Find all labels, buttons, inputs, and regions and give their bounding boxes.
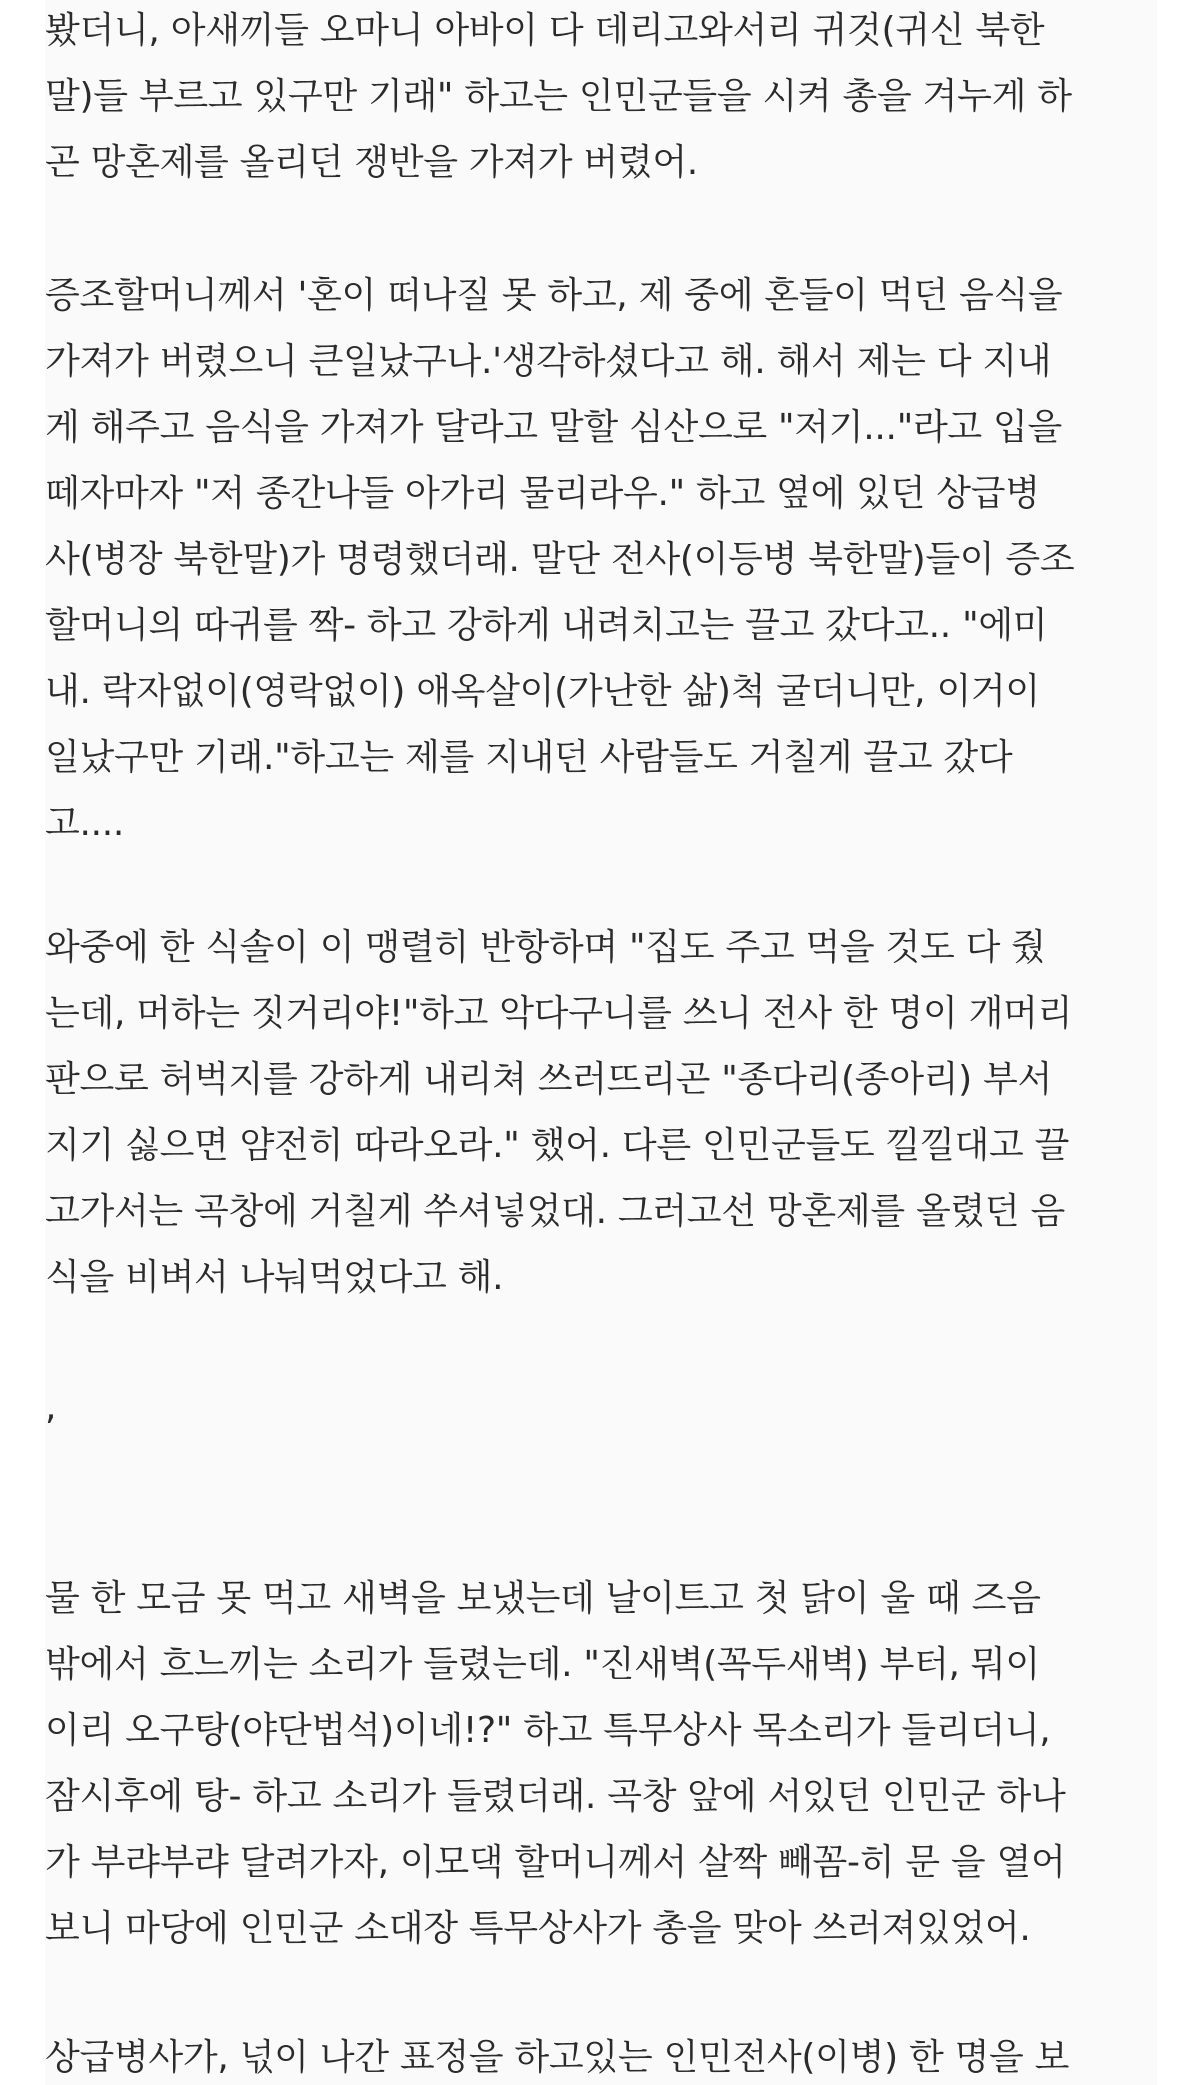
text-line: 지기 싫으면 얌전히 따라오라." 했어. 다른 인민군들도 낄낄대고 끌 bbox=[45, 1125, 1070, 1166]
text-line: 와중에 한 식솔이 이 맹렬히 반항하며 "집도 주고 먹을 것도 다 줬 bbox=[45, 927, 1046, 968]
text-line: 증조할머니께서 '혼이 떠나질 못 하고, 제 중에 혼들이 먹던 음식을 bbox=[45, 275, 1063, 316]
text-line: 봤더니, 아새끼들 오마니 아바이 다 데리고와서리 귀것(귀신 북한 bbox=[45, 10, 1045, 51]
paragraph-1 bbox=[45, 0, 1157, 196]
paragraph-4 bbox=[45, 1375, 1157, 1441]
text-line: 판으로 허벅지를 강하게 내리쳐 쓰러뜨리곤 "종다리(종아리) 부서 bbox=[45, 1059, 1052, 1100]
text-line: 고.... bbox=[45, 803, 125, 844]
article-body bbox=[45, 0, 1157, 2085]
text-line: 물 한 모금 못 먹고 새벽을 보냈는데 날이트고 첫 닭이 울 때 즈음 bbox=[45, 1578, 1041, 1619]
text-line: 가 부랴부랴 달려가자, 이모댁 할머니께서 살짝 빼꼼-히 문 을 열어 bbox=[45, 1842, 1066, 1883]
text-line: 잠시후에 탕- 하고 소리가 들렸더래. 곡창 앞에 서있던 인민군 하나 bbox=[45, 1776, 1066, 1817]
text-line: , bbox=[45, 1387, 57, 1428]
text-line: 밖에서 흐느끼는 소리가 들렸는데. "진새벽(꼭두새벽) 부터, 뭐이 bbox=[45, 1644, 1040, 1685]
text-line: 보니 마당에 인민군 소대장 특무상사가 총을 맞아 쓰러져있었어. bbox=[45, 1908, 1031, 1949]
text-line: 곤 망혼제를 올리던 쟁반을 가져가 버렸어. bbox=[45, 142, 698, 183]
paragraph-5 bbox=[45, 1566, 1157, 1962]
paragraph-6 bbox=[45, 2025, 1157, 2085]
text-line: 고가서는 곡창에 거칠게 쑤셔넣었대. 그러고선 망혼제를 올렸던 음 bbox=[45, 1191, 1065, 1232]
text-line: 사(병장 북한말)가 명령했더래. 말단 전사(이등병 북한말)들이 증조 bbox=[45, 539, 1075, 580]
text-line: 식을 비벼서 나눠먹었다고 해. bbox=[45, 1257, 504, 1298]
text-line: 떼자마자 "저 종간나들 아가리 물리라우." 하고 옆에 있던 상급병 bbox=[45, 473, 1040, 514]
paragraph-3 bbox=[45, 915, 1157, 1311]
text-line: 이리 오구탕(야단법석)이네!?" 하고 특무상사 목소리가 들리더니, bbox=[45, 1710, 1051, 1751]
text-line: 게 해주고 음식을 가져가 달라고 말할 심산으로 "저기..."라고 입을 bbox=[45, 407, 1062, 448]
text-line: 내. 락자없이(영락없이) 애옥살이(가난한 삶)척 굴더니만, 이거이 bbox=[45, 671, 1040, 712]
text-line: 할머니의 따귀를 짝- 하고 강하게 내려치고는 끌고 갔다고.. "에미 bbox=[45, 605, 1048, 646]
text-line: 일났구만 기래."하고는 제를 지내던 사람들도 거칠게 끌고 갔다 bbox=[45, 737, 1013, 778]
text-line: 는데, 머하는 짓거리야!"하고 악다구니를 쓰니 전사 한 명이 개머리 bbox=[45, 993, 1073, 1034]
text-line: 상급병사가, 넋이 나간 표정을 하고있는 인민전사(이병) 한 명을 보 bbox=[45, 2037, 1070, 2078]
text-line: 가져가 버렸으니 큰일났구나.'생각하셨다고 해. 해서 제는 다 지내 bbox=[45, 341, 1052, 382]
text-line: 말)들 부르고 있구만 기래" 하고는 인민군들을 시켜 총을 겨누게 하 bbox=[45, 76, 1072, 117]
paragraph-2 bbox=[45, 263, 1157, 857]
